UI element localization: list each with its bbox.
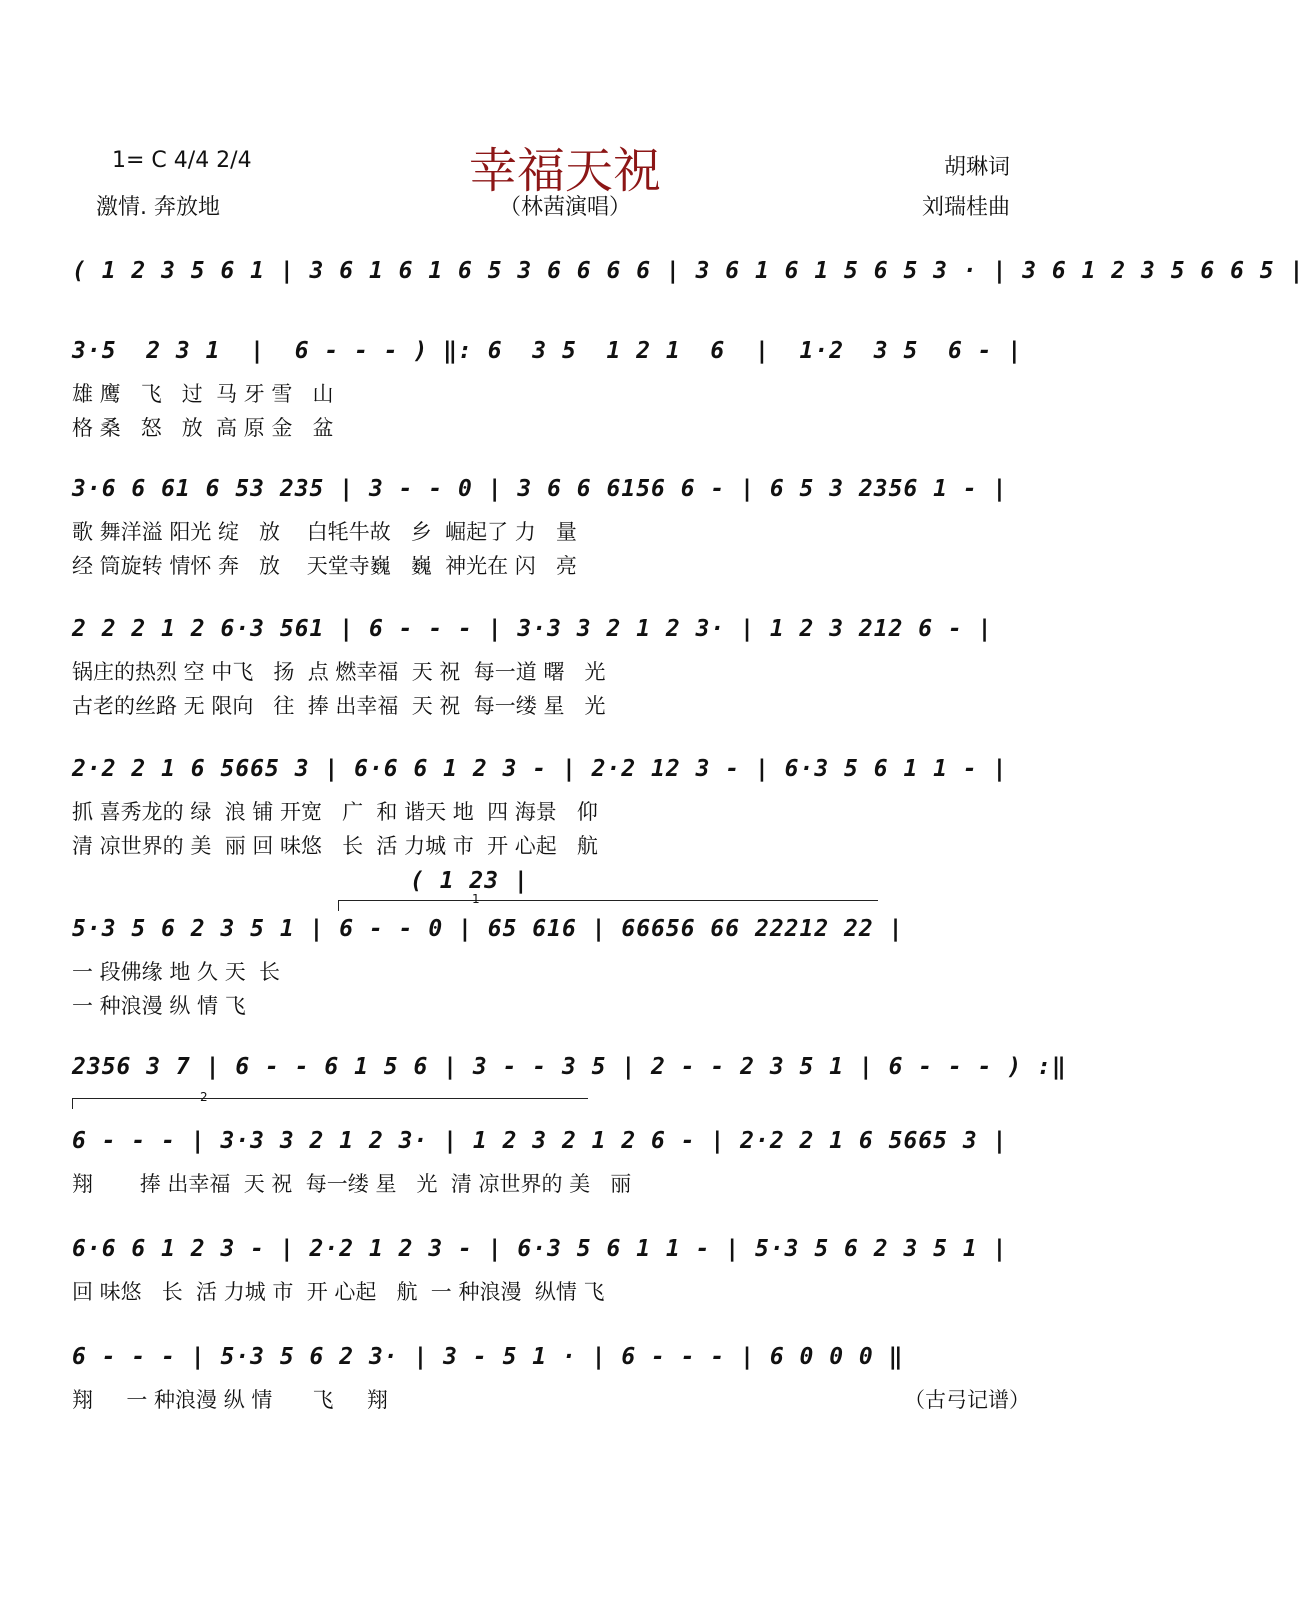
ossia-notes: ( 1 23 | xyxy=(410,868,529,894)
volta-bracket xyxy=(338,892,878,906)
lyric-line: 回 味悠 长 活 力城 市 开 心起 航 一 种浪漫 纵情 飞 xyxy=(72,1280,605,1304)
lyric-line: 雄 鹰 飞 过 马 牙 雪 山 xyxy=(72,382,334,406)
lyric-line: 歌 舞洋溢 阳光 绽 放 白牦牛故 乡 崛起了 力 量 xyxy=(72,520,577,544)
volta-number: 1 xyxy=(472,892,480,906)
notation-line: 2·2 2 1 6 5665 3 | 6·6 6 1 2 3 - | 2·2 12 3 - | 6·3 5 6 1 1 - | xyxy=(72,756,1008,782)
notation-line: 2 2 2 1 2 6·3 561 | 6 - - - | 3·3 3 2 1 2 3· | 1 2 3 212 6 - | xyxy=(72,616,993,642)
notation-line: 6 - - - | 3·3 3 2 1 2 3· | 1 2 3 2 1 2 6 - | 2·2 2 1 6 5665 3 | xyxy=(72,1128,1008,1154)
notation-line: 3·6 6 61 6 53 235 | 3 - - 0 | 3 6 6 6156 6 - | 6 5 3 2356 1 - | xyxy=(72,476,1008,502)
transcriber-credit: （古弓记谱） xyxy=(904,1388,1030,1412)
notation-line: ( 1 2 3 5 6 1 | 3 6 1 6 1 6 5 3 6 6 6 6 | 3 6 1 6 1 5 6 5 3 · | 3 6 1 2 3 5 6 6 5 | xyxy=(72,258,1304,284)
performer-subtitle: （林茜演唱） xyxy=(498,195,631,220)
lyric-line: 格 桑 怒 放 高 原 金 盆 xyxy=(72,416,334,440)
lyric-line: 翔 一 种浪漫 纵 情 飞 翔 xyxy=(72,1388,388,1412)
notation-line: 2356 3 7 | 6 - - 6 1 5 6 | 3 - - 3 5 | 2 - - 2 3 5 1 | 6 - - - ) :‖ xyxy=(72,1054,1067,1080)
notation-line: 6 - - - | 5·3 5 6 2 3· | 3 - 5 1 · | 6 - - - | 6 0 0 0 ‖ xyxy=(72,1344,904,1370)
lyric-line: 一 种浪漫 纵 情 飞 xyxy=(72,994,246,1018)
notation-line: 5·3 5 6 2 3 5 1 | 6 - - 0 | 65 616 | 66656 66 22212 22 | xyxy=(72,916,904,942)
volta-bracket xyxy=(72,1090,588,1104)
lyric-line: 锅庄的热烈 空 中飞 扬 点 燃幸福 天 祝 每一道 曙 光 xyxy=(72,660,606,684)
lyric-line: 古老的丝路 无 限向 往 捧 出幸福 天 祝 每一缕 星 光 xyxy=(72,694,606,718)
lyricist: 胡琳词 xyxy=(943,155,1010,180)
key-meter: 1= C 4/4 2/4 xyxy=(112,148,252,173)
song-title: 幸福天祝 xyxy=(468,143,661,199)
lyric-line: 清 凉世界的 美 丽 回 味悠 长 活 力城 市 开 心起 航 xyxy=(72,834,598,858)
lyric-line: 抓 喜秀龙的 绿 浪 铺 开宽 广 和 谐天 地 四 海景 仰 xyxy=(72,800,598,824)
volta-number: 2 xyxy=(200,1090,208,1104)
notation-line: 6·6 6 1 2 3 - | 2·2 1 2 3 - | 6·3 5 6 1 1 - | 5·3 5 6 2 3 5 1 | xyxy=(72,1236,1008,1262)
notation-line: 3·5 2 3 1 | 6 - - - ) ‖: 6 3 5 1 2 1 6 | 1·2 3 5 6 - | xyxy=(72,338,1023,364)
lyric-line: 一 段佛缘 地 久 天 长 xyxy=(72,960,281,984)
tempo-marking: 激情. 奔放地 xyxy=(96,195,220,220)
composer: 刘瑞桂曲 xyxy=(921,195,1010,220)
lyric-line: 翔 捧 出幸福 天 祝 每一缕 星 光 清 凉世界的 美 丽 xyxy=(72,1172,632,1196)
lyric-line: 经 筒旋转 情怀 奔 放 天堂寺巍 巍 神光在 闪 亮 xyxy=(72,554,577,578)
